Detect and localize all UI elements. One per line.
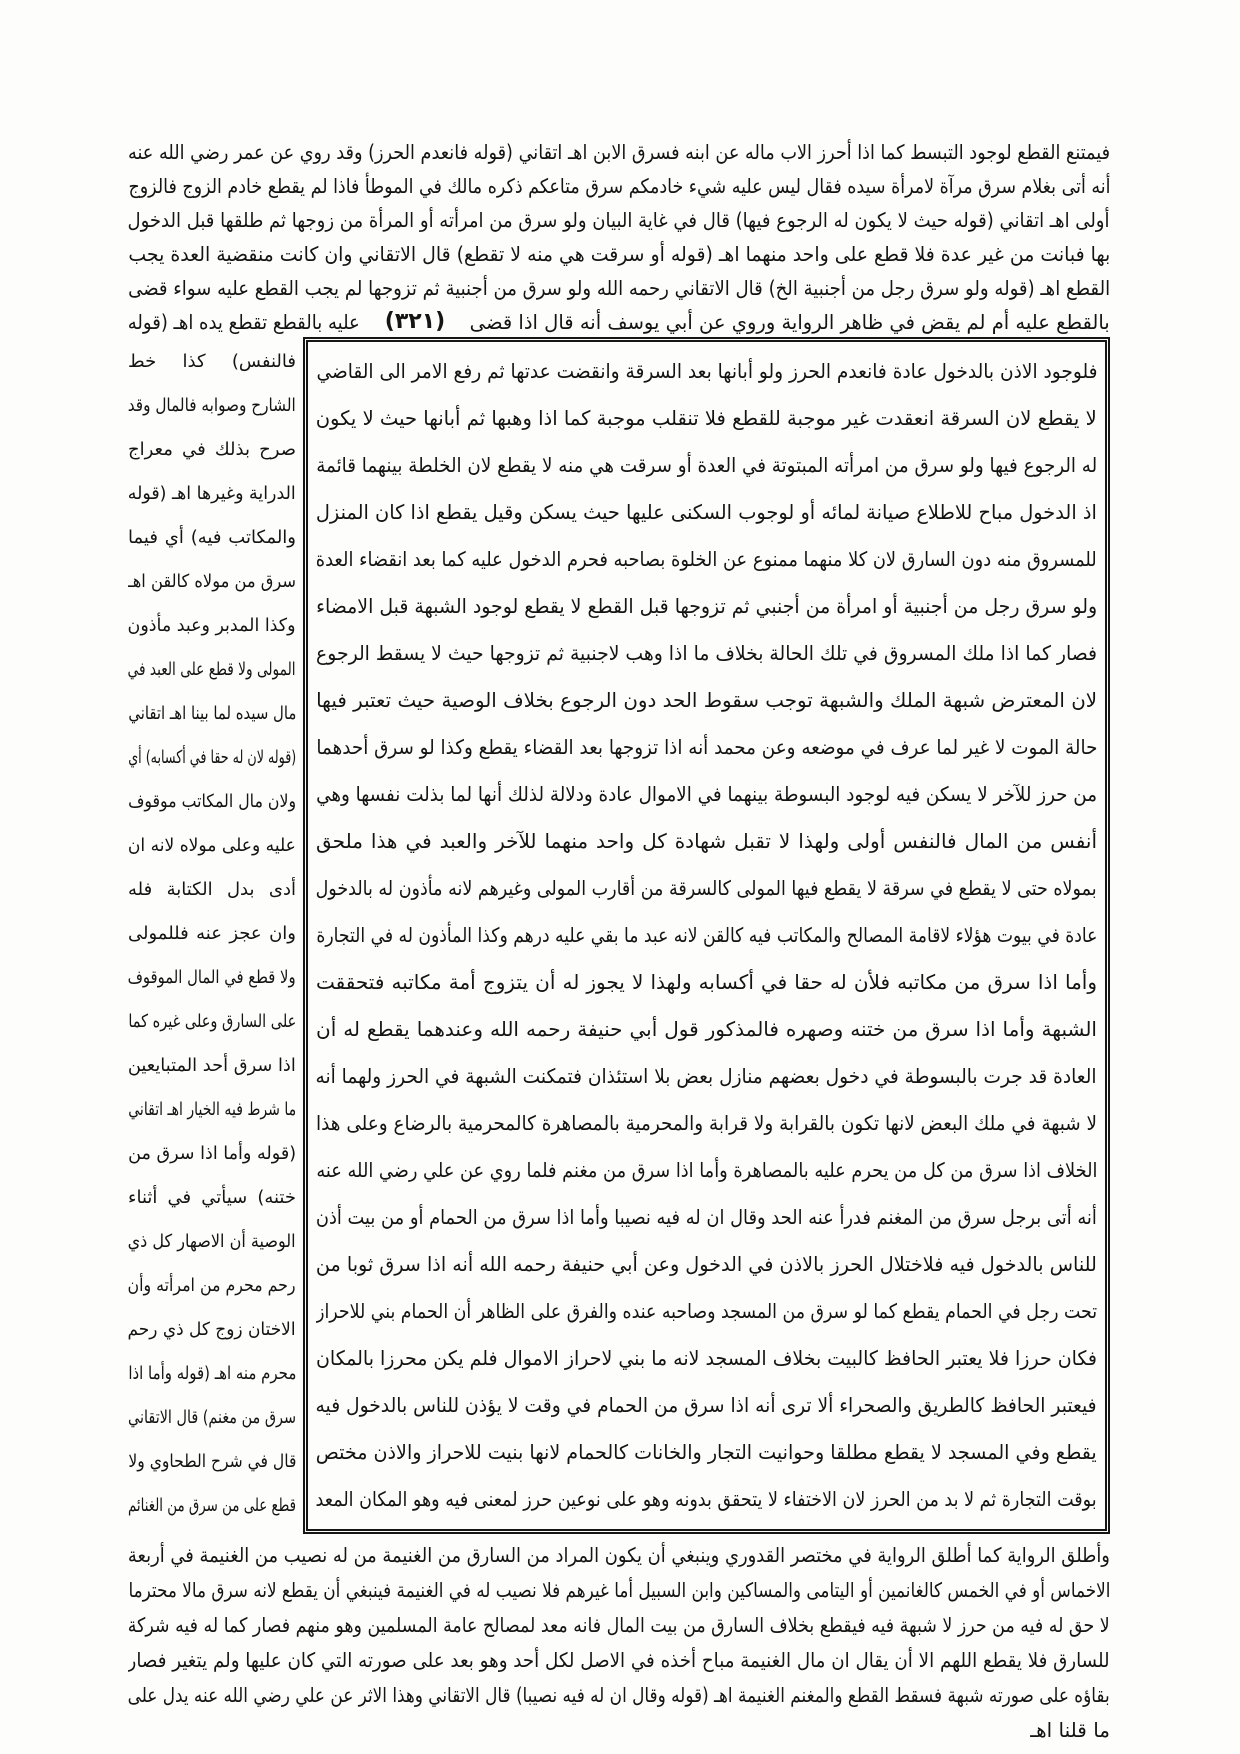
margin-note-line <box>128 1088 296 1132</box>
main-text-line-text: عادة في بيوت هؤلاء لاقامة المصالح والمكاتب فيه كالقن لانه عبد ما بقي عليه درهم وكذا المأذون له في التجارة <box>316 923 1097 947</box>
margin-note-line <box>128 736 296 780</box>
main-text-line-text: حالة الموت لا غير لما عرف في موضعه وعن محمد أنه اذا تزوجها بعد القضاء يقطع وكذا لو سرق أحدهما <box>316 735 1097 759</box>
margin-note-line-text: محرم منه اهـ (قوله وأما اذا <box>128 1363 296 1384</box>
margin-note-line <box>128 1440 296 1484</box>
margin-note-line-text: قطع على من سرق من الغنائم <box>128 1495 296 1516</box>
top-commentary-line <box>128 135 1110 169</box>
margin-note-line <box>128 824 296 868</box>
margin-note-line <box>128 604 296 648</box>
main-text-line <box>316 818 1097 865</box>
margin-note-line <box>128 692 296 736</box>
margin-note-line-text: رحم محرم من امرأته وأن <box>128 1275 296 1296</box>
margin-note-line-text: الاختان زوج كل ذي رحم <box>128 1319 296 1340</box>
top-commentary-line-text: فيمتنع القطع لوجود التبسط كما اذا أحرز الاب ماله عن ابنه فسرق الابن اهـ اتقاني (قوله فانعدم الحرز) وقد روي عن عمر رضي الله عنه <box>128 140 1110 164</box>
margin-note-line <box>128 1044 296 1088</box>
main-text-line <box>316 912 1097 959</box>
main-text-line <box>316 395 1097 442</box>
margin-note-line-text: الوصية أن الاصهار كل ذي <box>128 1231 296 1252</box>
margin-note-line-text: صرح بذلك في معراج <box>128 439 296 460</box>
main-text-line-text: لا شبهة في ملك البعض لانها تكون بالقرابة ولا قرابة والمحرمية بالمصاهرة كالمحرمية بالرضاع وعلى هذا <box>316 1111 1097 1135</box>
margin-note-line <box>128 516 296 560</box>
main-text-line-text: اذ الدخول مباح للاطلاع صيانة لمائه أو لوجوب السكنى عليها حيث يسكن وقيل يقطع اذا كان المنزل <box>316 500 1097 524</box>
main-text-line-text: الخلاف اذا سرق من كل من يحرم عليه بالمصاهرة وأما اذا سرق من مغنم فلما روي عن علي رضي الله عنه <box>316 1158 1097 1182</box>
margin-note-line <box>128 1132 296 1176</box>
margin-note-line-text: الشارح وصوابه فالمال وقد <box>128 395 296 416</box>
main-text-line-text: للناس بالدخول فيه فلاختلال الحرز بالاذن في الدخول وعن أبي حنيفة رحمه الله أنه اذا سرق ثوبا من <box>316 1252 1097 1276</box>
top-commentary-line-text: أولى اهـ اتقاني (قوله حيث لا يكون له الرجوع فيها) قال في غاية البيان ولو سرق من امرأته أو المرأة من زوجها ثم طلقها قبل الدخول <box>128 208 1110 232</box>
main-text-line-text: للمسروق منه دون السارق لان كلا منهما ممنوع عن الخلوة بصاحبه فحرم الدخول عليه كما بعد انقضاء العدة <box>316 547 1097 571</box>
top-commentary-line-text: بالقطع عليه أم لم يقض في ظاهر الرواية وروي عن أبي يوسف أنه قال اذا قضى <box>470 310 1110 334</box>
margin-note-line-text: ولان مال المكاتب موقوف <box>128 791 296 812</box>
main-text-line <box>316 1147 1097 1194</box>
margin-note-line <box>128 1396 296 1440</box>
bottom-commentary-line-text: بقاؤه على صورته شبهة فسقط القطع والمغنم الغنيمة اهـ (قوله وقال ان له فيه نصيبا) قال الاتقاني وهذا الاثر عن علي رضي الله عنه يدل على <box>128 1683 1110 1707</box>
margin-note-line <box>128 560 296 604</box>
bottom-commentary-line-text: للسارق فلا يقطع اللهم الا أن يقال ان مال الغنيمة مباح أخذه في الاصل لكل أحد وهو بعد على صورته التي كان عليها ولم يتغير فصار <box>128 1648 1110 1672</box>
main-text-line-text: بمولاه حتى لا يقطع في سرقة لا يقطع فيها المولى كالسرقة من أقارب المولى وغيرهم لانه مأذون له بالدخول <box>316 876 1097 900</box>
main-text-line <box>316 1476 1097 1523</box>
main-text-line <box>316 865 1097 912</box>
main-text-line-text: فيعتبر الحافظ كالطريق والصحراء ألا ترى أنه اذا سرق من الحمام في وقت لا يؤذن للناس بالدخول فيه <box>316 1393 1097 1417</box>
main-text-line-text: له الرجوع فيها ولو سرق من امرأته المبتوتة في العدة أو سرقت هي منه لا يقطع لان الخلطة بينهما قائمة <box>316 453 1097 477</box>
main-text-line <box>316 771 1097 818</box>
main-text-line <box>316 1288 1097 1335</box>
main-text-line <box>316 959 1097 1006</box>
main-text-line <box>316 1241 1097 1288</box>
main-text-line-text: بوقت التجارة ثم لا بد من الحرز لان الاختفاء لا يتحقق بدونه وهو على نوعين حرز لمعنى فيه وهو المكان المعد <box>316 1487 1097 1511</box>
margin-note-line <box>128 428 296 472</box>
main-text-line <box>316 583 1097 630</box>
main-text-line-text: ولو سرق رجل من أجنبية أو امرأة من أجنبي ثم تزوجها قبل القطع لا يقطع لوجود الشبهة قبل الامضاء <box>316 594 1097 618</box>
margin-commentary <box>128 340 296 1528</box>
top-commentary-line <box>128 271 1110 305</box>
top-commentary-last-line <box>128 305 1110 339</box>
margin-note-line <box>128 956 296 1000</box>
top-commentary-line <box>128 237 1110 271</box>
main-text-line-text: أنفس من المال فالنفس أولى ولهذا لا تقبل شهادة كل واحد منهما للآخر والعبد في هذا ملحق <box>316 829 1097 853</box>
bottom-commentary-line <box>128 1713 1110 1748</box>
main-text-line <box>316 489 1097 536</box>
main-text-line <box>316 1100 1097 1147</box>
margin-note-line-text: (قوله وأما اذا سرق من <box>128 1143 296 1164</box>
top-commentary-line <box>128 203 1110 237</box>
margin-note-line <box>128 1176 296 1220</box>
bottom-commentary-line-text: وأطلق الرواية كما أطلق الرواية في مختصر القدوري وينبغي أن يكون المراد من السارق من الغنيمة من له نصيب من الغنيمة في أربعة <box>128 1543 1110 1567</box>
bottom-commentary-line-text: لا حق له فيه من حرز لا شبهة فيه فيقطع بخلاف السارق من بيت المال فانه معد لمصالح عامة المسلمين وهو منهم فصار كما له فيه شركة <box>128 1613 1110 1637</box>
main-text-line <box>316 536 1097 583</box>
bottom-commentary <box>128 1538 1110 1748</box>
top-commentary-line-text: عليه بالقطع تقطع يده اهـ (قوله <box>128 310 360 334</box>
top-commentary-line-text: بها فبانت من غير عدة فلا قطع على واحد منهما اهـ (قوله أو سرقت هي منه لا تقطع) قال الاتقاني وان كانت منقضية العدة يجب <box>128 242 1110 266</box>
main-text-line <box>316 1429 1097 1476</box>
main-text-line <box>316 442 1097 489</box>
main-text-line <box>316 1006 1097 1053</box>
margin-note-line <box>128 648 296 692</box>
top-commentary-line-text: أنه أتى بغلام سرق مرآة لامرأة سيده فقال ليس عليه شيء خادمكم سرق متاعكم ذكره مالك في الموطأ فاذا لم يقطع خادم الزوج فالزوج <box>128 174 1110 198</box>
main-text-line-text: لان المعترض شبهة الملك والشبهة توجب سقوط الحد دون الرجوع بخلاف الوصية حيث تعتبر فيها <box>316 688 1097 712</box>
main-text-line-text: العادة قد جرت بالبسوطة في دخول بعضهم منازل بعض بلا استئذان فتمكنت الشبهة في الحرز ولهما أنه <box>316 1064 1097 1088</box>
bottom-commentary-line <box>128 1573 1110 1608</box>
margin-note-line <box>128 780 296 824</box>
margin-note-line-text: سرق من مغنم) قال الاتقاني <box>128 1407 296 1428</box>
bottom-commentary-line-text: ما قلنا اهـ <box>1030 1718 1110 1742</box>
main-text-line-text: من حرز للآخر لا يسكن فيه لوجود البسوطة بينهما في الاموال عادة ودلالة لذلك أنها لما بذلت نفسها وهي <box>316 782 1097 806</box>
main-text-box <box>303 337 1110 1534</box>
margin-note-line <box>128 1308 296 1352</box>
margin-note-line-text: أدى بدل الكتابة فله <box>128 879 296 900</box>
main-text-line <box>316 630 1097 677</box>
main-text-line-text: فلوجود الاذن بالدخول عادة فانعدم الحرز ولو أبانها بعد السرقة وانقضت عدتها ثم رفع الامر الى القاضي <box>316 359 1097 383</box>
top-commentary-line-text: القطع اهـ (قوله ولو سرق رجل من أجنبية الخ) قال الاتقاني رحمه الله ولو سرق من أجنبية ثم تزوجها لم يجب القطع عليه سواء قضى <box>128 276 1110 300</box>
margin-note-line-text: فالنفس) كذا خط <box>128 351 296 372</box>
top-commentary-line-left <box>128 305 360 339</box>
main-text-line <box>316 724 1097 771</box>
margin-note-line-text: على السارق وعلى غيره كما <box>128 1011 296 1032</box>
margin-note-line-text: ما شرط فيه الخيار اهـ اتقاني <box>128 1099 296 1120</box>
margin-note-line-text: (قوله لان له حقا في أكسابه) أي <box>128 747 296 768</box>
margin-note-line <box>128 1000 296 1044</box>
margin-note-line-text: مال سيده لما بينا اهـ اتقاني <box>128 703 296 724</box>
bottom-commentary-line <box>128 1643 1110 1678</box>
margin-note-line-text: ختنه) سيأتي في أثناء <box>128 1187 296 1208</box>
main-text-line-text: يقطع وفي المسجد لا يقطع مطلقا وحوانيت التجار والخانات كالحمام لانها بنيت للاحراز والاذن مختص <box>316 1440 1097 1464</box>
margin-note-line <box>128 472 296 516</box>
margin-note-line <box>128 868 296 912</box>
margin-note-line-text: الدراية وغيرها اهـ (قوله <box>128 483 296 504</box>
margin-note-line <box>128 340 296 384</box>
margin-note-line-text: قال في شرح الطحاوي ولا <box>128 1451 296 1472</box>
page-number: (٣٢١) <box>384 309 446 334</box>
main-text-line <box>316 1053 1097 1100</box>
margin-note-line <box>128 1484 296 1528</box>
margin-note-line-text: سرق من مولاه كالقن اهـ <box>128 571 296 592</box>
top-commentary-line <box>128 169 1110 203</box>
top-commentary <box>128 135 1110 339</box>
margin-note-line <box>128 1264 296 1308</box>
main-text-line-text: وأما اذا سرق من مكاتبه فلأن له حقا في أكسابه ولهذا لا يجوز له أن يتزوج أمة مكاتبه فتحققت <box>316 970 1097 994</box>
main-text-line-text: فكان حرزا فلا يعتبر الحافظ كالبيت بخلاف المسجد لانه ما بني لاحراز الاموال فلم يكن محرزا بالمكان <box>316 1346 1097 1370</box>
margin-note-line <box>128 384 296 428</box>
main-text-line <box>316 348 1097 395</box>
margin-note-line <box>128 1220 296 1264</box>
main-text-line-text: أنه أتى برجل سرق من المغنم فدرأ عنه الحد وقال ان له فيه نصيبا وأما اذا سرق من الحمام أو من بيت أذن <box>316 1205 1097 1229</box>
margin-note-line-text: عليه وعلى مولاه لانه ان <box>128 835 296 856</box>
bottom-commentary-line <box>128 1678 1110 1713</box>
margin-note-line-text: والمكاتب فيه) أي فيما <box>128 527 296 548</box>
bottom-commentary-line <box>128 1538 1110 1573</box>
margin-note-line <box>128 912 296 956</box>
main-text-line <box>316 1194 1097 1241</box>
margin-note-line <box>128 1352 296 1396</box>
margin-note-line-text: المولى ولا قطع على العبد في <box>128 659 296 680</box>
top-commentary-line-right <box>470 305 1110 339</box>
main-text-line-text: لا يقطع لان السرقة انعقدت غير موجبة للقطع فلا تنقلب موجبة كما اذا وهبها ثم أبانها حيث لا يكون <box>316 406 1097 430</box>
main-text-line <box>316 1335 1097 1382</box>
main-text-line-text: الشبهة وأما اذا سرق من ختنه وصهره فالمذكور قول أبي حنيفة رحمه الله وعندهما يقطع له أن <box>316 1017 1097 1041</box>
main-text-line-text: فصار كما اذا ملك المسروق في تلك الحالة بخلاف ما اذا وهب لاجنبية ثم تزوجها حيث لا يسقط الرجوع <box>316 641 1097 665</box>
bottom-commentary-line <box>128 1608 1110 1643</box>
main-text-line <box>316 677 1097 724</box>
margin-note-line-text: وان عجز عنه فللمولى <box>128 923 296 944</box>
margin-note-line-text: ولا قطع في المال الموقوف <box>128 967 296 988</box>
bottom-commentary-line-text: الاخماس أو في الخمس كالغانمين أو اليتامى والمساكين وابن السبيل أما غيرهم فلا نصيب له في الغنيمة فينبغي أن يقطع لانه سرق مالا محترما <box>128 1578 1110 1602</box>
margin-note-line-text: اذا سرق أحد المتبايعين <box>128 1055 296 1076</box>
margin-note-line-text: وكذا المدبر وعبد مأذون <box>128 615 296 636</box>
main-text-line-text: تحت رجل في الحمام يقطع كما لو سرق من المسجد وصاحبه عنده والفرق على الظاهر أن الحمام بني للاحراز <box>316 1299 1097 1323</box>
main-text-line <box>316 1382 1097 1429</box>
